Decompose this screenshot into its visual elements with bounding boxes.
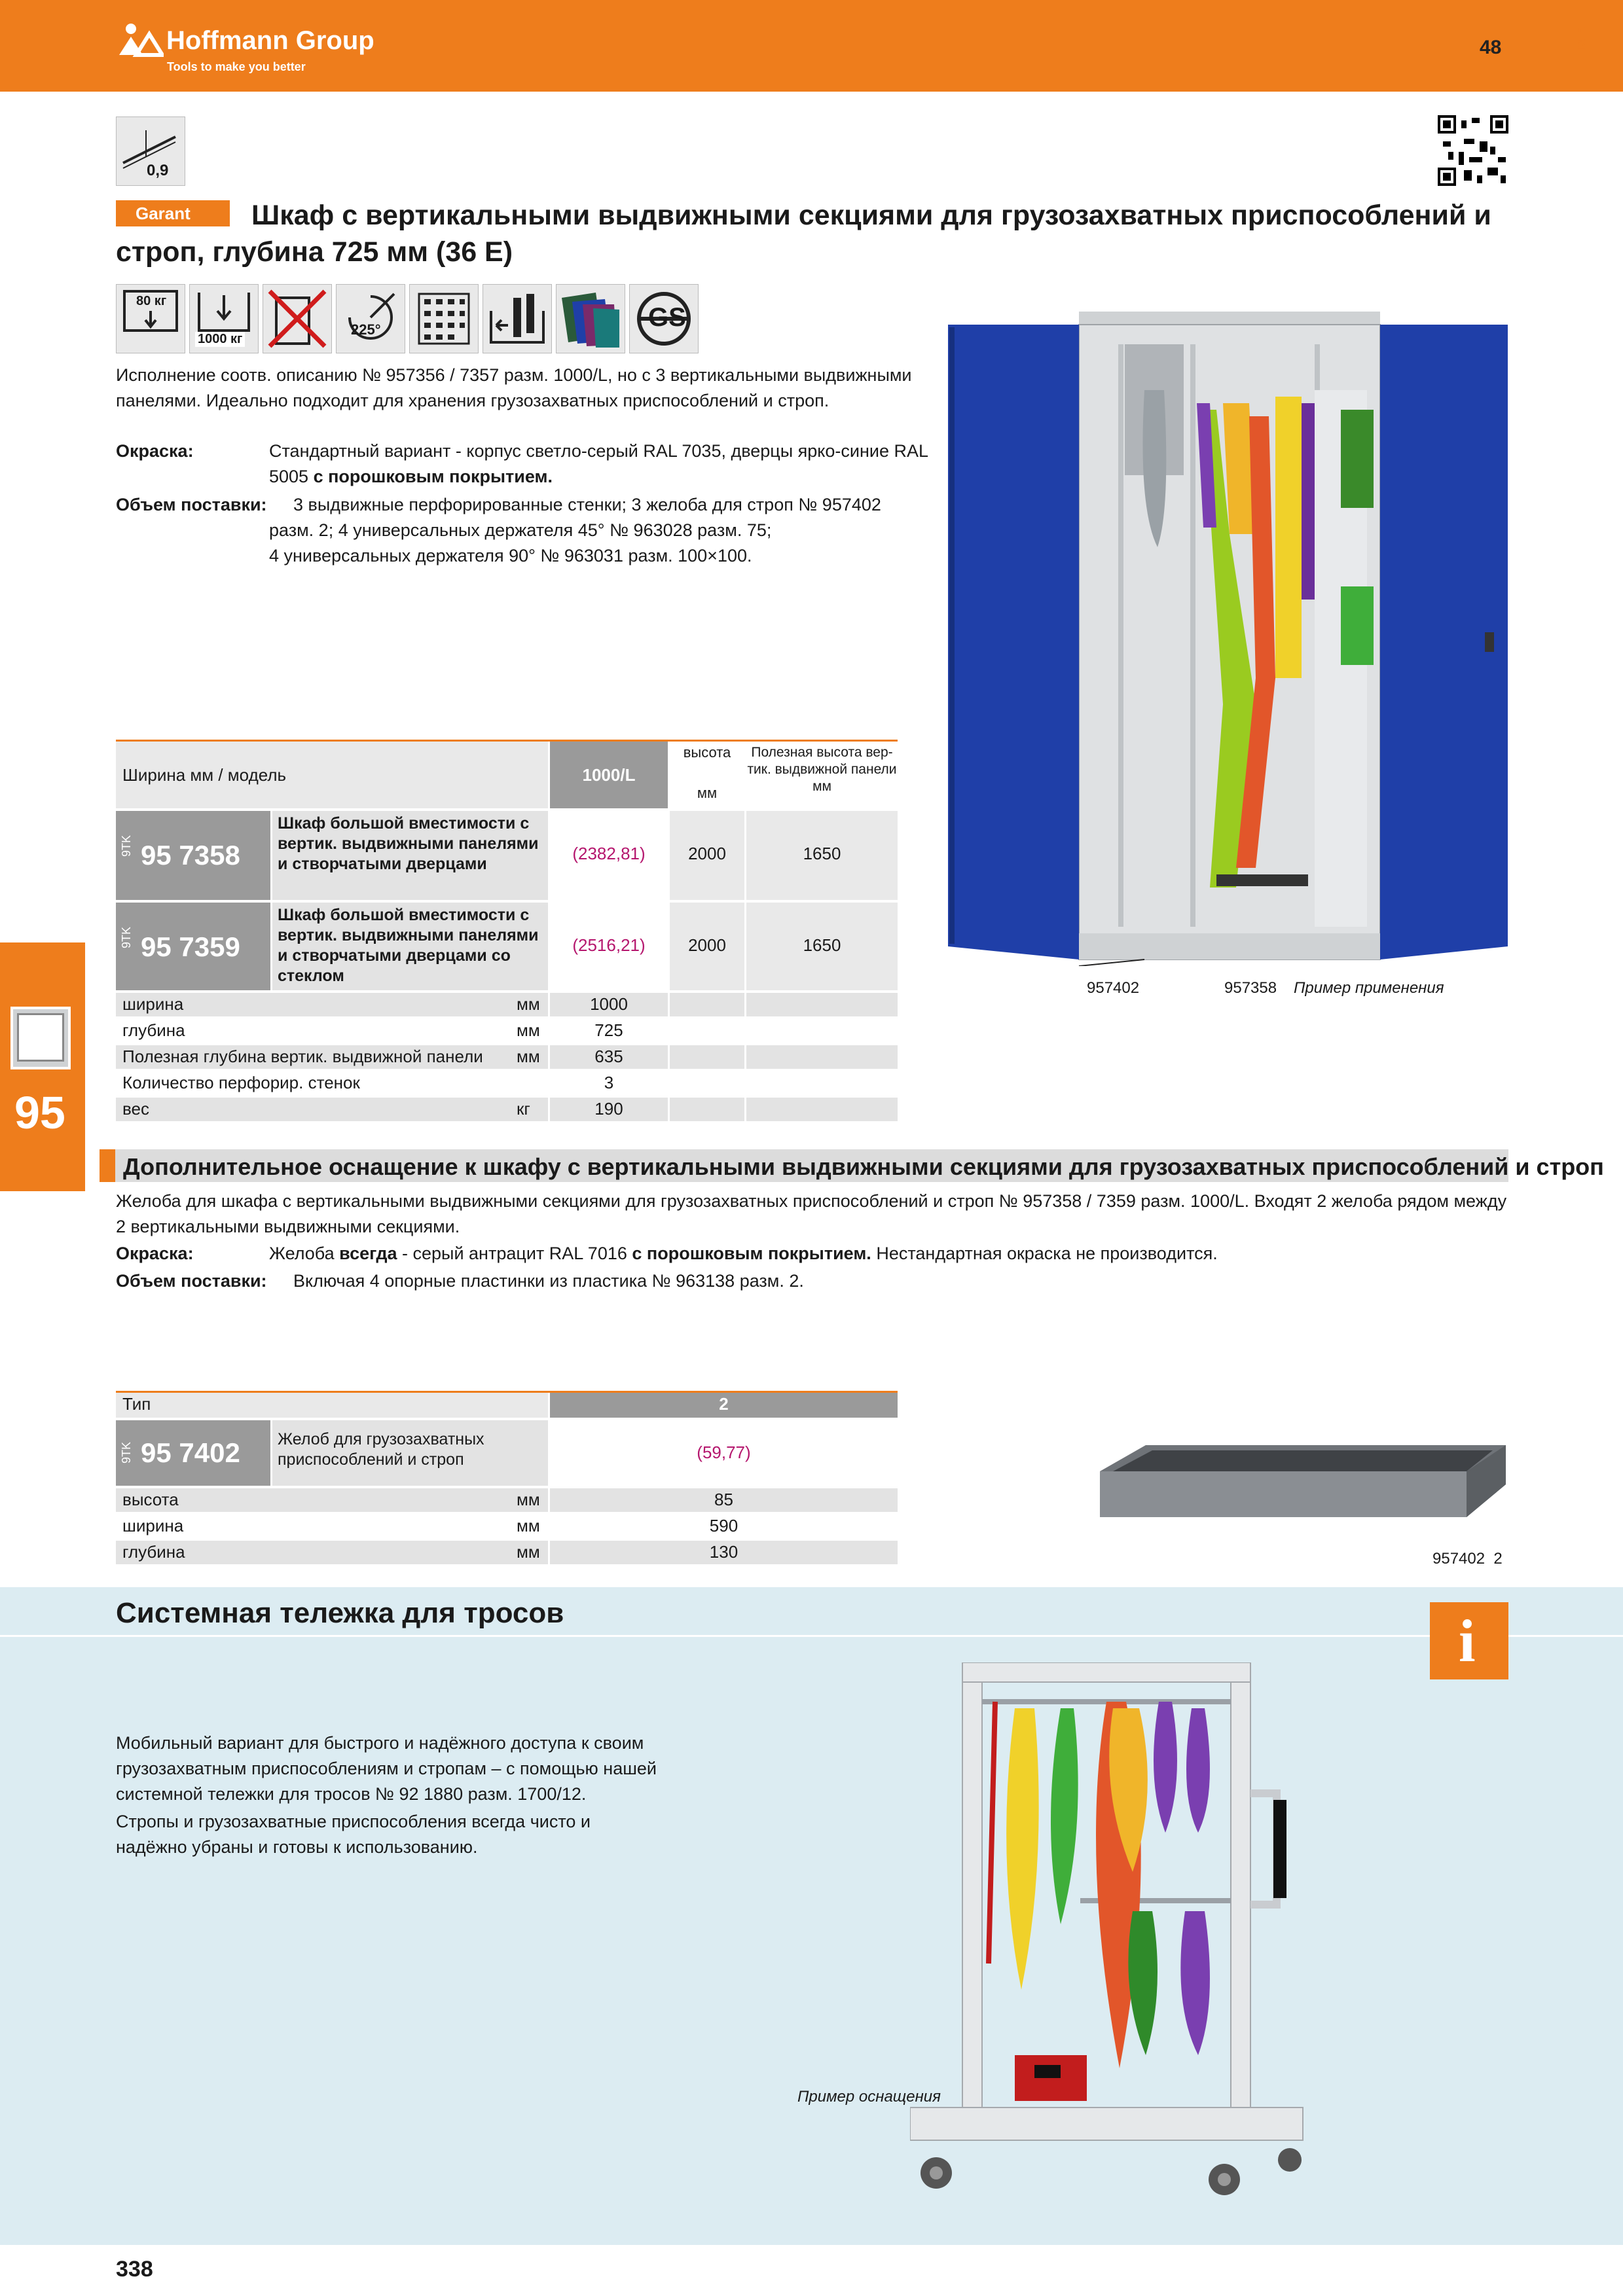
table1-header-size xyxy=(550,742,668,808)
spec-label-text: высота xyxy=(122,1490,179,1509)
chapter-cabinet-icon xyxy=(10,1007,71,1069)
load-80kg-label: 80 кг xyxy=(136,294,167,308)
info-paragraph-1: Мобильный вариант для быстрого и надёжного доступа к своим грузозахватным приспособлениям и стропам – с помощью нашей системной тележки для тросов № 92 1880 разм. 1700/12. xyxy=(116,1733,657,1804)
spec-unit: мм xyxy=(517,1490,540,1509)
spec-row xyxy=(116,1071,898,1095)
vertical-drawers-icon xyxy=(483,284,552,353)
delivery-line2: разм. 2; 4 универсальных держателя 45° № 963028 разм. 75; xyxy=(269,520,772,540)
door-225-icon xyxy=(336,284,405,353)
article-code-cell xyxy=(116,811,270,900)
accessory-finish-label: Окраска: xyxy=(116,1244,194,1263)
spec-empty xyxy=(670,1098,744,1121)
accessory-finish-bold1: всегда xyxy=(339,1244,397,1263)
tipping-cross-icon xyxy=(263,285,331,353)
finish-label: Окраска: xyxy=(116,441,194,461)
door-225-label: 225° xyxy=(351,321,381,338)
table1-header-model xyxy=(116,742,548,808)
article-code: 95 7359 xyxy=(141,931,240,962)
no-tipping-icon xyxy=(263,284,332,353)
trough-image xyxy=(1087,1432,1512,1530)
article-useful: 1650 xyxy=(746,811,898,900)
feature-icons xyxy=(116,284,713,355)
spec-label xyxy=(116,1045,548,1069)
trough-illustration xyxy=(1087,1432,1512,1530)
trough-caption: 957402 2 xyxy=(1432,1550,1503,1568)
drawer-pull-icon xyxy=(483,285,551,353)
table2-row-957402[interactable] xyxy=(116,1420,898,1486)
cabinet-caption-text: Пример применения xyxy=(1294,979,1444,997)
accessory-finish-mid: - серый антрацит RAL 7016 xyxy=(402,1244,627,1263)
table1-col-height-unit: мм xyxy=(697,785,718,801)
info-title: Системная тележка для тросов xyxy=(116,1597,564,1629)
spec-row xyxy=(116,1098,898,1121)
cart-image xyxy=(910,1662,1316,2206)
cabinet-caption-number: 957358 xyxy=(1224,979,1277,997)
article-prefix: 9TK xyxy=(120,1441,133,1463)
thickness-value: 0,9 xyxy=(147,162,169,179)
garant-badge xyxy=(116,200,230,226)
article-prefix: 9TK xyxy=(120,926,133,948)
gs-mark-icon xyxy=(629,284,699,353)
spec-label xyxy=(116,1488,548,1512)
accessory-finish-text xyxy=(269,1241,1218,1266)
spec-unit: кг xyxy=(517,1099,530,1119)
spec-unit: мм xyxy=(517,1047,540,1066)
chapter-tab[interactable] xyxy=(0,942,85,1191)
color-swatches-icon xyxy=(556,285,625,353)
spec-value: 725 xyxy=(594,1020,623,1040)
article-useful: 1650 xyxy=(746,903,898,990)
table2-header-type xyxy=(116,1393,548,1418)
spec-label xyxy=(116,1019,548,1043)
delivery-label: Объем поставки: xyxy=(116,495,267,514)
catalog-page-number: 48 xyxy=(1480,37,1502,58)
perforation-grid-icon xyxy=(410,285,478,353)
table2 xyxy=(116,1393,898,1570)
spec-label xyxy=(116,1071,548,1095)
table1-header-height xyxy=(670,742,744,808)
table1-col-useful: Полезная высота вер-тик. выдвижной панели xyxy=(747,745,897,777)
gs-label: GS xyxy=(648,303,686,332)
garant-label: Garant xyxy=(136,204,191,223)
article-code: 95 7402 xyxy=(141,1437,240,1468)
spec-unit: мм xyxy=(517,994,540,1014)
colors-icon xyxy=(556,284,625,353)
article-price: (2382,81) xyxy=(572,844,646,863)
brand-name: Hoffmann Group xyxy=(166,26,374,55)
spec-unit: мм xyxy=(517,1542,540,1562)
cart-caption: Пример оснащения xyxy=(797,2088,941,2106)
article-price: (59,77) xyxy=(697,1443,751,1462)
spec-label-text: ширина xyxy=(122,1516,184,1535)
rope-cart-illustration xyxy=(910,1662,1316,2206)
spec-label xyxy=(116,1541,548,1564)
finish-text-main: Стандартный вариант - корпус светло-серый RAL 7035, дверцы ярко-синие RAL 5005 xyxy=(269,441,928,486)
spec-label-text: Количество перфорир. стенок xyxy=(122,1073,360,1092)
spec-label xyxy=(116,993,548,1016)
hoffmann-logo-icon xyxy=(117,22,164,58)
spec-row xyxy=(116,1019,898,1043)
spec-value: 3 xyxy=(604,1073,614,1092)
finish-text xyxy=(269,439,937,490)
spec-label xyxy=(116,1515,548,1538)
accessory-description: Желоба для шкафа с вертикальными выдвижными секциями для грузозахватных приспособлений и строп № 957358 / 7359 разм. 1000/L. Входят 2 желоба рядом между 2 вертикальными выдвижными секциями. xyxy=(116,1191,1507,1236)
spec-label-text: глубина xyxy=(122,1020,185,1040)
spec-value: 590 xyxy=(709,1516,739,1535)
article-height: 2000 xyxy=(670,903,744,990)
product-title-line2: строп, глубина 725 мм (36 E) xyxy=(116,236,513,268)
spec-empty xyxy=(746,1045,898,1069)
perforated-panel-icon xyxy=(409,284,479,353)
product-description: Исполнение соотв. описанию № 957356 / 7357 разм. 1000/L, но с 3 вертикальными выдвижными панелями. Идеально подходит для хранения грузозахватных приспособлений и строп. xyxy=(116,365,912,410)
table1-col-size: 1000/L xyxy=(582,765,636,785)
spec-empty xyxy=(746,993,898,1016)
info-paragraph-2: Стропы и грузозахватные приспособления всегда чисто и надёжно убраны и готовы к использованию. xyxy=(116,1812,591,1857)
table2-col-type: Тип xyxy=(122,1394,151,1414)
info-icon: i xyxy=(1459,1607,1476,1674)
spec-row xyxy=(116,1515,898,1538)
spec-label-text: Полезная глубина вертик. выдвижной панели xyxy=(122,1047,483,1066)
load-1000kg-icon xyxy=(189,284,259,353)
spec-row xyxy=(116,1488,898,1512)
accessory-finish-post: Нестандартная окраска не производится. xyxy=(876,1244,1218,1263)
page-footer-number: 338 xyxy=(116,2257,153,2282)
table1-row-957359[interactable] xyxy=(116,903,898,990)
spec-label-text: глубина xyxy=(122,1542,185,1562)
qr-code-icon xyxy=(1438,115,1508,186)
spec-label-text: ширина xyxy=(122,994,184,1014)
accessory-heading-marker xyxy=(100,1149,115,1182)
delivery-line3: 4 универсальных держателя 90° № 963031 разм. 100×100. xyxy=(269,546,752,565)
product-title-line1: Шкаф с вертикальными выдвижными секциями для грузозахватных приспособлений и xyxy=(251,200,1491,231)
spec-label-text: вес xyxy=(122,1099,149,1119)
table1-row-957358[interactable] xyxy=(116,811,898,900)
article-description: Желоб для грузозахватных приспособлений и строп xyxy=(272,1420,548,1486)
cabinet-caption-code: 957402 xyxy=(1087,979,1140,997)
chapter-number: 95 xyxy=(14,1087,65,1138)
table1-header-useful xyxy=(746,742,898,808)
delivery-line1: 3 выдвижные перфорированные стенки; 3 желоба для строп № 957402 xyxy=(293,495,881,514)
table1 xyxy=(116,742,898,1121)
cabinet-image xyxy=(948,312,1511,966)
thickness-badge xyxy=(116,117,185,186)
spec-empty xyxy=(670,1045,744,1069)
table1-col-useful-unit: мм xyxy=(812,779,831,794)
info-section xyxy=(0,1587,1623,2245)
article-code: 95 7358 xyxy=(141,840,240,870)
spec-value: 130 xyxy=(550,1541,898,1564)
article-description: Шкаф большой вместимости с вертик. выдвижными панелями и створчатыми дверцами xyxy=(272,811,548,900)
article-code-cell xyxy=(116,903,270,990)
spec-row xyxy=(116,1541,898,1564)
spec-value: 190 xyxy=(550,1098,668,1121)
accessory-finish-pre: Желоба xyxy=(269,1244,335,1263)
article-prefix: 9TK xyxy=(120,834,133,857)
load-1000kg-label: 1000 кг xyxy=(195,332,245,347)
spec-label xyxy=(116,1098,548,1121)
accessory-heading: Дополнительное оснащение к шкафу с вертикальными выдвижными секциями для грузозахватных приспособлений и строп xyxy=(123,1153,1604,1180)
accessory-finish-bold2: с порошковым покрытием. xyxy=(632,1244,871,1263)
article-height: 2000 xyxy=(670,811,744,900)
article-code-cell xyxy=(116,1420,270,1486)
finish-text-bold: с порошковым покрытием. xyxy=(313,467,553,486)
accessory-delivery-label: Объем поставки: xyxy=(116,1271,267,1291)
info-icon-box[interactable] xyxy=(1430,1602,1508,1679)
table1-col-height: высота xyxy=(683,744,731,761)
accessory-delivery-text: Включая 4 опорные пластинки из пластика № 963138 разм. 2. xyxy=(293,1271,804,1291)
spec-row xyxy=(116,1045,898,1069)
spec-value: 1000 xyxy=(550,993,668,1016)
spec-empty xyxy=(670,993,744,1016)
spec-row xyxy=(116,993,898,1016)
spec-empty xyxy=(746,1098,898,1121)
load-80kg-icon xyxy=(116,284,185,353)
spec-value: 85 xyxy=(550,1488,898,1512)
spec-unit: мм xyxy=(517,1020,540,1040)
table2-header-size: 2 xyxy=(550,1393,898,1418)
brand-logo[interactable] xyxy=(117,22,164,61)
qr-code[interactable] xyxy=(1438,115,1508,186)
table1-col-model: Ширина мм / модель xyxy=(122,765,287,785)
info-divider xyxy=(0,1635,1623,1637)
article-description: Шкаф большой вместимости с вертик. выдвижными панелями и створчатыми дверцами со стеклом xyxy=(272,903,548,990)
article-price: (2516,21) xyxy=(572,935,646,955)
spec-value: 635 xyxy=(550,1045,668,1069)
brand-tagline: Tools to make you better xyxy=(167,60,306,73)
language-code: RUE xyxy=(1576,27,1588,50)
cabinet-illustration xyxy=(948,312,1511,966)
spec-unit: мм xyxy=(517,1516,540,1535)
door-angle-icon xyxy=(337,285,405,353)
accessory-heading-bar xyxy=(100,1149,1604,1182)
